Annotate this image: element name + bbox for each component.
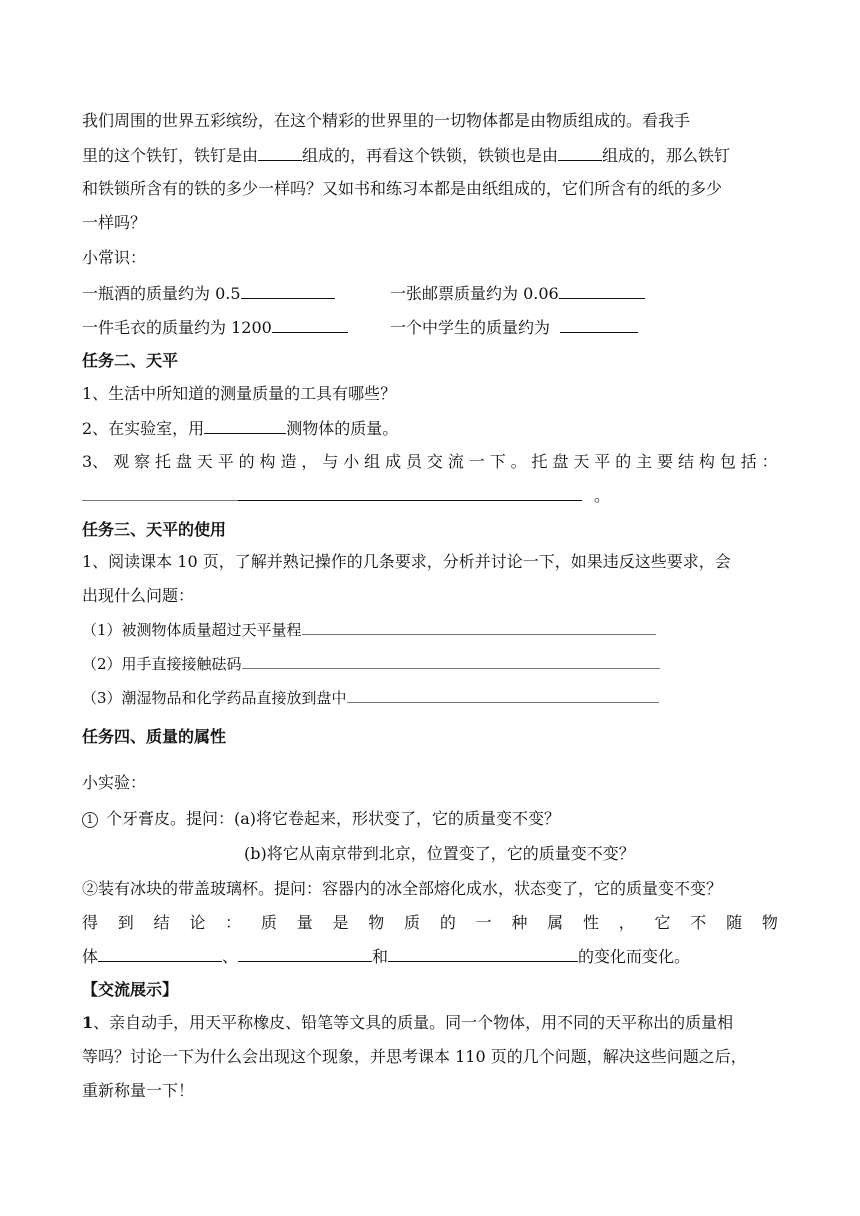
task3-item-2: （2）用手直接接触砝码 — [82, 652, 660, 675]
blank-position[interactable] — [238, 945, 372, 962]
task2-q1: 1、生活中所知道的测量质量的工具有哪些？ — [82, 384, 397, 403]
task3-q1-line1: 1、阅读课本 10 页，了解并熟记操作的几条要求，分析并讨论一下，如果违反这些要求，会 — [82, 552, 731, 571]
intro-line-4: 一样吗？ — [82, 213, 147, 232]
circled-number-1: 1 — [82, 812, 98, 828]
task3-item-1: （1）被测物体质量超过天平量程 — [82, 618, 656, 641]
task2-q3-answer-line: 。 — [82, 484, 610, 507]
blank-shape[interactable] — [98, 945, 222, 962]
intro-line-3: 和铁锁所含有的铁的多少一样吗？又如书和练习本都是由纸组成的，它们所含有的纸的多少 — [82, 179, 723, 198]
task3-q1-line2: 出现什么问题： — [82, 586, 195, 605]
tips-heading: 小常识： — [82, 248, 147, 267]
task4-title: 任务四、质量的属性 — [82, 727, 227, 746]
task2-q2: 2、在实验室，用 测物体的质量。 — [82, 419, 399, 438]
tip-stamp: 一张邮票质量约为 0.06 — [390, 282, 645, 305]
experiment-1: 1 个牙膏皮。提问：(a)将它卷起来，形状变了，它的质量变不变？ — [82, 808, 560, 830]
blank-state[interactable] — [388, 945, 578, 962]
conclusion-line-1: 得 到 结 论 ： 质 量 是 物 质 的 一 种 属 性 ， 它 不 随 物 — [82, 913, 778, 932]
tip-wine: 一瓶酒的质量约为 0.5 — [82, 282, 335, 305]
experiment-1-b: (b)将它从南京带到北京，位置变了，它的质量变不变？ — [244, 844, 635, 863]
task3-title: 任务三、天平的使用 — [82, 520, 227, 539]
exchange-line-2: 等吗？讨论一下为什么会出现这个现象，并思考课本 110 页的几个问题，解决这些问题之后， — [82, 1047, 747, 1066]
blank-balance-structure-2[interactable] — [238, 484, 582, 501]
tip-sweater: 一件毛衣的质量约为 1200 — [82, 316, 348, 339]
blank-wine-unit[interactable] — [241, 282, 335, 299]
task3-item-3: （3）潮湿物品和化学药品直接放到盘中 — [82, 686, 659, 709]
blank-balance-structure-1[interactable] — [82, 484, 238, 501]
blank-student-mass[interactable] — [560, 316, 638, 333]
experiment-heading: 小实验： — [82, 773, 147, 792]
conclusion-line-2: 体 、 和 的变化而变化。 — [82, 947, 691, 966]
exchange-line-3: 重新称量一下！ — [82, 1081, 195, 1100]
blank-nail-material[interactable] — [258, 144, 302, 161]
experiment-2: ②装有冰块的带盖玻璃杯。提问：容器内的冰全部熔化成水，状态变了，它的质量变不变？ — [82, 879, 723, 898]
blank-stamp-unit[interactable] — [559, 282, 645, 299]
blank-sweater-unit[interactable] — [272, 316, 348, 333]
intro-line-1: 我们周围的世界五彩缤纷，在这个精彩的世界里的一切物体都是由物质组成的。看我手 — [82, 111, 691, 130]
blank-overload-problem[interactable] — [302, 618, 656, 635]
task2-q3: 3、 观 察 托 盘 天 平 的 构 造 ， 与 小 组 成 员 交 流 一 下 。 托 盘 天 平 的 主 要 结 构 包 括 ： — [82, 452, 778, 471]
blank-wet-chemicals-problem[interactable] — [347, 686, 659, 703]
blank-touch-weights-problem[interactable] — [242, 652, 660, 669]
tip-student: 一个中学生的质量约为 — [390, 316, 638, 339]
exchange-line-1: 1、亲自动手，用天平称橡皮、铅笔等文具的质量。同一个物体，用不同的天平称出的质量相 — [82, 1013, 734, 1032]
exchange-title: 【交流展示】 — [82, 980, 179, 999]
task2-title: 任务二、天平 — [82, 351, 179, 370]
intro-line-2: 里的这个铁钉，铁钉是由 组成的，再看这个铁锁，铁锁也是由 组成的，那么铁钉 — [82, 146, 731, 165]
blank-lock-material[interactable] — [558, 144, 602, 161]
blank-lab-tool[interactable] — [204, 417, 286, 434]
